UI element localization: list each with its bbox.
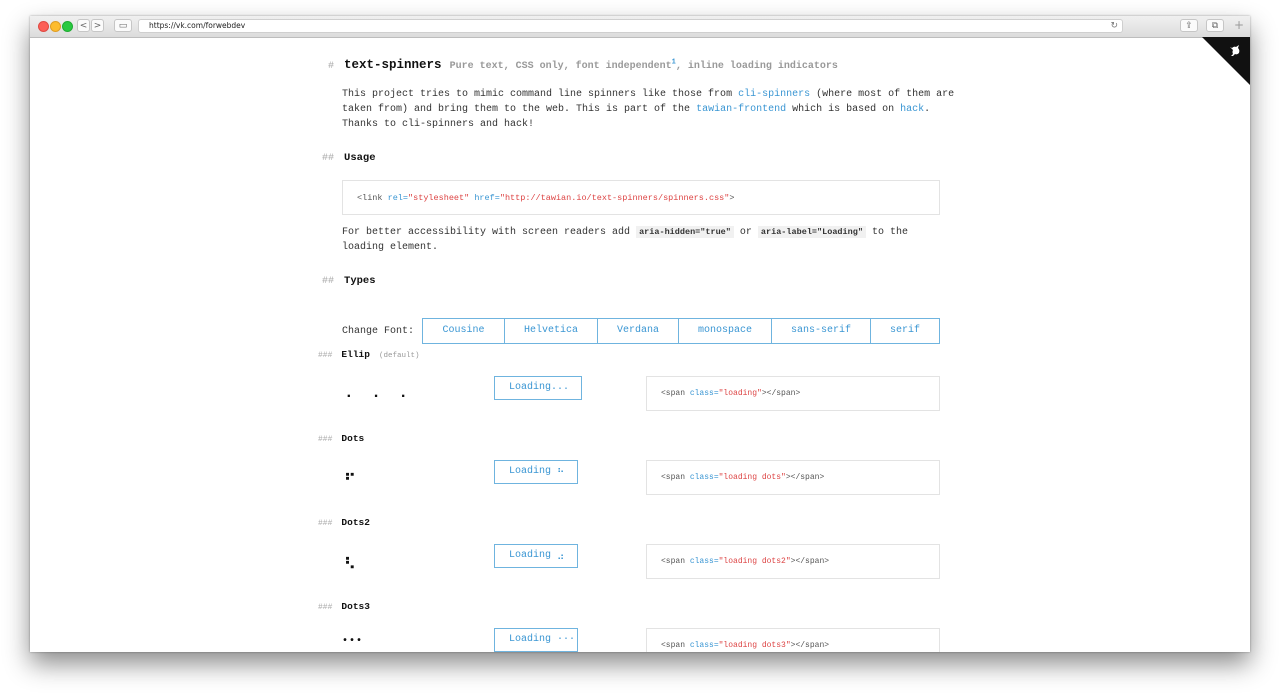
code-attr: rel=: [387, 193, 409, 203]
usage-heading: [322, 152, 376, 164]
change-font-label: Change Font:: [342, 326, 415, 337]
code-tag: ></span>: [790, 641, 830, 650]
browser-toolbar: [30, 16, 1250, 38]
address-bar[interactable]: [138, 19, 1123, 33]
new-tab-button[interactable]: +: [1233, 18, 1245, 32]
code-tag: <span: [661, 473, 690, 482]
font-button-monospace[interactable]: monospace: [679, 319, 772, 343]
code-tag: <span: [661, 389, 690, 398]
spinner-heading-dots3: [318, 601, 370, 613]
code-tag: <span: [661, 557, 690, 566]
spinner-note: (default): [378, 352, 420, 360]
page-content: [30, 38, 1250, 652]
spinner-name: Ellip: [341, 349, 370, 360]
hack-link[interactable]: hack: [900, 104, 925, 115]
tawian-frontend-link[interactable]: tawian-frontend: [696, 104, 787, 115]
intro-text: (where most of them are: [810, 89, 955, 100]
intro-line-2: [342, 102, 954, 117]
intro-line-1: [342, 87, 954, 102]
footnote-link[interactable]: 1: [671, 58, 676, 67]
intro-text: which is based on: [786, 104, 901, 115]
font-button-helvetica[interactable]: Helvetica: [505, 319, 598, 343]
intro-text: This project tries to mimic command line spinners like those from: [342, 89, 739, 100]
usage-title: Usage: [344, 152, 376, 164]
subtitle-text-b: , inline loading indicators: [675, 61, 838, 72]
code-tag: <link: [357, 193, 388, 203]
back-button[interactable]: <: [77, 19, 90, 32]
spinner-preview: •••: [342, 636, 364, 647]
code-string: "loading dots2": [718, 557, 791, 566]
heading-hash: ##: [322, 276, 335, 287]
font-button-verdana[interactable]: Verdana: [598, 319, 679, 343]
code-tag: >: [729, 193, 735, 203]
browser-window: [30, 16, 1250, 652]
intro-line-3: Thanks to cli-spinners and hack!: [342, 119, 535, 130]
spinner-code-block: [646, 628, 940, 652]
note-text: For better accessibility with screen readers add: [342, 227, 637, 238]
heading-hash: #: [328, 61, 335, 72]
note-line-2: loading element.: [342, 242, 439, 253]
heading-hash: ###: [318, 519, 333, 528]
intro-text: .: [924, 104, 931, 115]
loading-demo-button[interactable]: Loading ⠦: [494, 460, 578, 484]
cli-spinners-link[interactable]: cli-spinners: [738, 89, 811, 100]
code-tag: <span: [661, 641, 690, 650]
spinner-preview: . . .: [344, 384, 413, 402]
spinner-code: [661, 389, 800, 398]
code-string: "stylesheet": [408, 193, 470, 203]
spinner-code: [661, 641, 829, 650]
close-window-button[interactable]: [38, 21, 49, 32]
spinner-preview: ⢆: [344, 552, 360, 570]
loading-demo-button[interactable]: Loading...: [494, 376, 582, 400]
font-button-serif[interactable]: serif: [889, 325, 920, 336]
heading-hash: ###: [318, 435, 333, 444]
spinner-heading-ellip: [318, 349, 419, 361]
code-attr: class=: [689, 641, 719, 650]
types-heading: [322, 275, 376, 287]
code-string: "loading dots3": [718, 641, 791, 650]
spinner-name: Dots2: [341, 517, 370, 528]
spinner-code-block: [646, 376, 940, 411]
spinner-heading-dots: [318, 433, 364, 445]
heading-hash: ###: [318, 603, 333, 612]
code-attr: class=: [689, 557, 719, 566]
font-button-sans-serif[interactable]: sans-serif: [772, 319, 871, 343]
types-title: Types: [344, 275, 376, 287]
note-text: or: [733, 227, 758, 238]
font-button-cousine[interactable]: Cousine: [423, 319, 505, 343]
share-button[interactable]: ⇪: [1180, 19, 1198, 32]
spinner-code-block: [646, 544, 940, 579]
intro-paragraph: [342, 87, 954, 132]
code-string: "http://tawian.io/text-spinners/spinners.css": [499, 193, 730, 203]
reload-icon[interactable]: ↻: [1110, 21, 1118, 31]
intro-text: taken from) and bring them to the web. This is part of the: [342, 104, 697, 115]
loading-demo-button[interactable]: Loading ⣠: [494, 544, 578, 568]
code-tag: ></span>: [790, 557, 830, 566]
show-tabs-button[interactable]: ⧉: [1206, 19, 1224, 32]
url-text: https://vk.com/forwebdev: [149, 21, 246, 30]
spinner-heading-dots2: [318, 517, 370, 529]
spinner-code: [661, 557, 829, 566]
minimize-window-button[interactable]: [50, 21, 61, 32]
code-tag: ></span>: [761, 389, 801, 398]
spinner-name: Dots3: [341, 601, 370, 612]
spinner-code: [661, 473, 824, 482]
code-attr: href=: [469, 193, 500, 203]
inline-code: aria-label="Loading": [758, 226, 866, 238]
page-title-row: [328, 58, 838, 72]
spinner-code-block: [646, 460, 940, 495]
usage-code: [357, 193, 735, 203]
note-text: to the: [865, 227, 908, 238]
font-selector: [422, 318, 940, 344]
forward-button[interactable]: >: [91, 19, 104, 32]
heading-hash: ##: [322, 153, 335, 164]
spinner-preview: ⠖: [344, 468, 360, 486]
code-attr: class=: [689, 473, 719, 482]
subtitle-text-a: Pure text, CSS only, font independent: [449, 61, 672, 72]
code-tag: ></span>: [785, 473, 825, 482]
code-attr: class=: [689, 389, 719, 398]
usage-code-block: [342, 180, 940, 215]
code-string: "loading": [718, 389, 762, 398]
zoom-window-button[interactable]: [62, 21, 73, 32]
heading-hash: ###: [318, 351, 333, 360]
spinner-name: Dots: [341, 433, 365, 444]
note-line-1: [342, 225, 908, 240]
accessibility-note: [342, 225, 908, 255]
page-title: text-spinners: [344, 58, 442, 72]
loading-demo-button[interactable]: Loading ···: [494, 628, 578, 652]
inline-code: aria-hidden="true": [636, 226, 734, 238]
sidebar-toggle-button[interactable]: ▭: [114, 19, 132, 32]
page-subtitle: [449, 58, 838, 72]
code-string: "loading dots": [718, 473, 786, 482]
